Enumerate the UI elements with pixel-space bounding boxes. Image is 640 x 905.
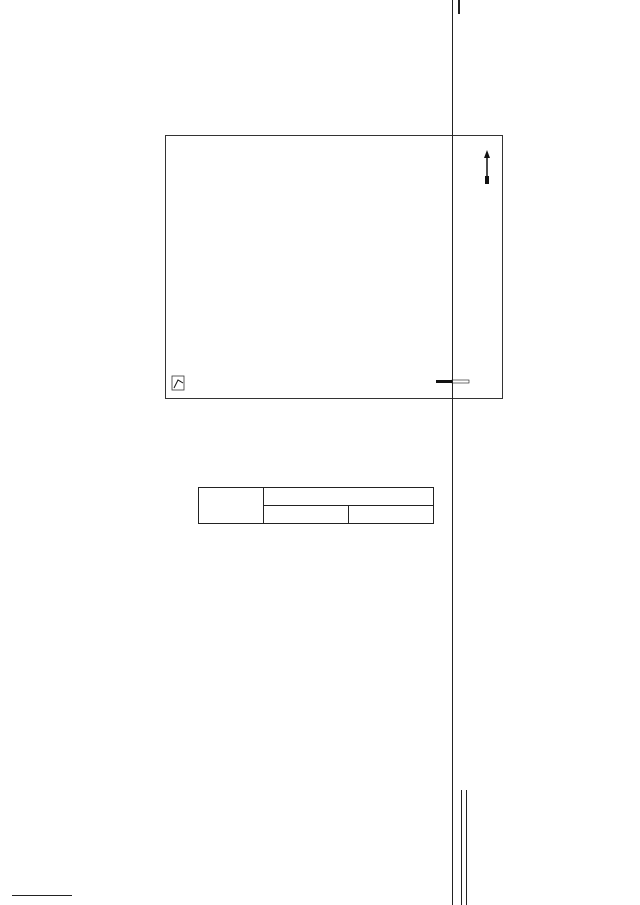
scan-line-artifact: [458, 0, 460, 14]
header-longitude: [349, 506, 434, 524]
header-coordinates: [264, 488, 434, 506]
scan-line-artifact: [12, 895, 72, 896]
scan-line-artifact: [466, 790, 467, 905]
map-legend: [172, 376, 184, 390]
coordinates-table: [198, 487, 434, 524]
north-arrow-head-icon: [484, 150, 490, 158]
header-point-number: [199, 488, 264, 524]
header-latitude: [264, 506, 349, 524]
north-arrow: [484, 150, 490, 184]
scan-line-artifact: [452, 0, 453, 905]
scan-line-artifact: [461, 790, 462, 905]
